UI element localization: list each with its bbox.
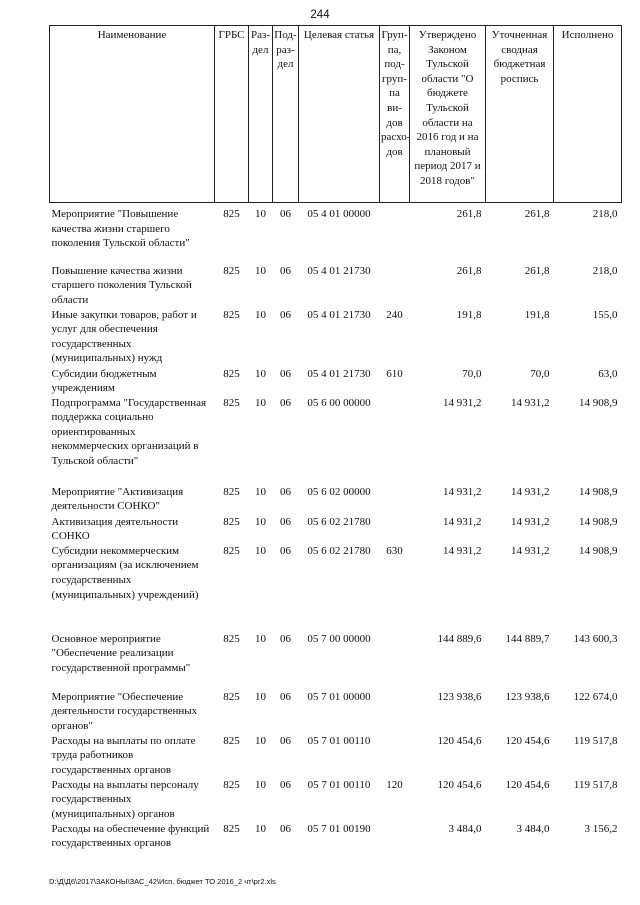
row-podrazdel: 06 <box>280 396 291 409</box>
row-podrazdel: 06 <box>280 308 291 321</box>
row-executed: 119 517,8 <box>573 778 618 791</box>
header-grbs: ГРБС <box>215 26 249 203</box>
row-article: 05 6 02 21780 <box>307 515 371 528</box>
row-approved: 261,8 <box>456 264 482 277</box>
row-refined: 120 454,6 <box>505 778 550 791</box>
row-name: Расходы на обеспечение функций государственных органов <box>51 822 210 850</box>
header-approved: Утверждено Законом Тульской области "О бюджете Тульской области на 2016 год и на плановый период 2017 и 2018 годов" <box>410 26 486 203</box>
row-razdel: 10 <box>255 367 266 380</box>
row-executed: 155,0 <box>592 308 618 321</box>
row-name: Мероприятие "Повышение качества жизни старшего поколения Тульской области" <box>51 208 190 250</box>
row-grbs: 825 <box>223 367 240 380</box>
row-razdel: 10 <box>255 632 266 645</box>
table-row <box>50 485 622 515</box>
row-approved: 261,8 <box>456 208 482 220</box>
row-executed: 14 908,9 <box>579 544 618 557</box>
row-executed: 3 156,2 <box>584 822 618 835</box>
row-refined: 191,8 <box>524 308 550 321</box>
header-article: Целевая статья <box>299 26 380 203</box>
row-grbs: 825 <box>223 690 240 703</box>
row-razdel: 10 <box>255 485 266 498</box>
page-number: 244 <box>310 9 330 21</box>
row-approved: 3 484,0 <box>448 822 482 835</box>
row-group <box>380 396 410 485</box>
row-name: Расходы на выплаты персоналу государственных (муниципальных) органов <box>51 778 199 821</box>
row-approved: 144 889,6 <box>437 632 482 645</box>
row-article: 05 7 01 00000 <box>307 690 371 703</box>
budget-table <box>49 25 622 866</box>
row-article: 05 7 01 00110 <box>307 778 371 791</box>
header-razdel: Раз-дел <box>249 26 273 203</box>
row-executed: 143 600,3 <box>573 632 618 645</box>
row-name: Субсидии бюджетным учреждениям <box>51 367 157 395</box>
row-razdel: 10 <box>255 308 266 321</box>
table-row <box>50 734 622 778</box>
row-article: 05 6 02 21780 <box>307 544 371 557</box>
row-executed: 14 908,9 <box>579 485 618 498</box>
row-grbs: 825 <box>223 264 240 277</box>
header-podrazdel: Под-раз-дел <box>273 26 299 203</box>
row-razdel: 10 <box>255 822 266 835</box>
row-group <box>380 203 410 264</box>
table-row <box>50 308 622 367</box>
row-grbs: 825 <box>223 632 240 645</box>
row-name: Расходы на выплаты по оплате труда работников государственных органов <box>51 734 196 777</box>
row-name: Основное мероприятие "Обеспечение реализации государственной программы" <box>51 632 191 675</box>
row-refined: 123 938,6 <box>505 690 550 703</box>
row-podrazdel: 06 <box>280 632 291 645</box>
row-name: Повышение качества жизни старшего поколения Тульской области <box>51 264 192 306</box>
row-name: Мероприятие "Обеспечение деятельности государственных органов" <box>51 690 198 733</box>
row-executed: 218,0 <box>592 208 618 220</box>
row-executed: 14 908,9 <box>579 396 618 409</box>
row-article: 05 6 00 00000 <box>307 396 371 409</box>
row-approved: 123 938,6 <box>437 690 482 703</box>
table-row <box>50 822 622 866</box>
table-row <box>50 367 622 396</box>
row-razdel: 10 <box>255 734 266 747</box>
row-grbs: 825 <box>223 396 240 409</box>
row-approved: 191,8 <box>456 308 482 321</box>
row-podrazdel: 06 <box>280 822 291 835</box>
row-name: Подпрограмма "Государственная поддержка социально ориентированных некоммерческих организаций в Тульской области" <box>51 396 207 468</box>
table-header-row <box>50 26 622 203</box>
row-podrazdel: 06 <box>280 544 291 557</box>
row-approved: 14 931,2 <box>443 515 482 528</box>
row-group: 630 <box>386 544 403 557</box>
row-name: Субсидии некоммерческим организациям (за исключением государственных (муниципальных) учреждений) <box>51 544 199 601</box>
row-grbs: 825 <box>223 485 240 498</box>
row-refined: 14 931,2 <box>511 515 550 528</box>
row-executed: 218,0 <box>592 264 618 277</box>
row-group <box>380 515 410 544</box>
row-article: 05 7 01 00110 <box>307 734 371 747</box>
header-name: Наименование <box>50 26 215 203</box>
table-row <box>50 690 622 734</box>
row-article: 05 7 01 00190 <box>307 822 371 835</box>
row-approved: 14 931,2 <box>443 396 482 409</box>
row-razdel: 10 <box>255 544 266 557</box>
row-refined: 14 931,2 <box>511 485 550 498</box>
row-article: 05 4 01 00000 <box>307 208 371 220</box>
row-approved: 14 931,2 <box>443 485 482 498</box>
header-refined: Уточненная сводная бюджетная роспись <box>486 26 554 203</box>
row-refined: 261,8 <box>524 264 550 277</box>
row-refined: 14 931,2 <box>511 396 550 409</box>
table-row <box>50 203 622 264</box>
row-podrazdel: 06 <box>280 485 291 498</box>
row-group <box>380 632 410 690</box>
row-group <box>380 690 410 734</box>
row-group <box>380 264 410 308</box>
row-grbs: 825 <box>223 308 240 321</box>
row-podrazdel: 06 <box>280 367 291 380</box>
table-row <box>50 544 622 632</box>
row-razdel: 10 <box>255 778 266 791</box>
table-row <box>50 632 622 690</box>
row-refined: 120 454,6 <box>505 734 550 747</box>
footer-file-path: D:\Д\Д6\2017\ЗАКОНЫ\ЗАС_42\Исп. бюджет ТО 2016_2 чт\pr2.xls <box>49 877 276 886</box>
row-group <box>380 734 410 778</box>
row-group <box>380 822 410 866</box>
row-article: 05 6 02 00000 <box>307 485 371 498</box>
row-grbs: 825 <box>223 822 240 835</box>
row-razdel: 10 <box>255 690 266 703</box>
row-podrazdel: 06 <box>280 690 291 703</box>
table-row <box>50 778 622 822</box>
row-grbs: 825 <box>223 544 240 557</box>
row-name: Иные закупки товаров, работ и услуг для обеспечения государственных (муниципальных) нужд <box>51 308 197 365</box>
row-razdel: 10 <box>255 264 266 277</box>
row-refined: 70,0 <box>530 367 550 380</box>
row-group: 610 <box>386 367 403 380</box>
table-row <box>50 515 622 544</box>
row-grbs: 825 <box>223 515 240 528</box>
row-executed: 14 908,9 <box>579 515 618 528</box>
row-name: Активизация деятельности СОНКО <box>51 515 179 543</box>
row-refined: 14 931,2 <box>511 544 550 557</box>
row-refined: 144 889,7 <box>505 632 550 645</box>
row-group: 120 <box>386 778 403 791</box>
table-row <box>50 264 622 308</box>
table-row <box>50 396 622 485</box>
row-refined: 3 484,0 <box>516 822 550 835</box>
row-approved: 70,0 <box>462 367 482 380</box>
row-podrazdel: 06 <box>280 264 291 277</box>
row-razdel: 10 <box>255 208 266 220</box>
row-article: 05 4 01 21730 <box>307 264 371 277</box>
row-podrazdel: 06 <box>280 778 291 791</box>
row-refined: 261,8 <box>524 208 550 220</box>
row-article: 05 4 01 21730 <box>307 367 371 380</box>
row-podrazdel: 06 <box>280 208 291 220</box>
row-podrazdel: 06 <box>280 515 291 528</box>
row-approved: 120 454,6 <box>437 734 482 747</box>
header-group: Груп-па, под-груп-па ви-дов расхо-дов <box>380 26 410 203</box>
row-razdel: 10 <box>255 515 266 528</box>
row-executed: 122 674,0 <box>573 690 618 703</box>
header-executed: Исполнено <box>554 26 622 203</box>
row-grbs: 825 <box>223 734 240 747</box>
row-podrazdel: 06 <box>280 734 291 747</box>
table-body <box>50 203 622 866</box>
row-approved: 14 931,2 <box>443 544 482 557</box>
row-group: 240 <box>386 308 403 321</box>
row-group <box>380 485 410 515</box>
row-razdel: 10 <box>255 396 266 409</box>
row-article: 05 4 01 21730 <box>307 308 371 321</box>
row-article: 05 7 00 00000 <box>307 632 371 645</box>
row-executed: 63,0 <box>598 367 618 380</box>
row-grbs: 825 <box>223 778 240 791</box>
row-approved: 120 454,6 <box>437 778 482 791</box>
row-name: Мероприятие "Активизация деятельности СОНКО" <box>51 485 184 513</box>
row-executed: 119 517,8 <box>573 734 618 747</box>
row-grbs: 825 <box>223 208 240 220</box>
